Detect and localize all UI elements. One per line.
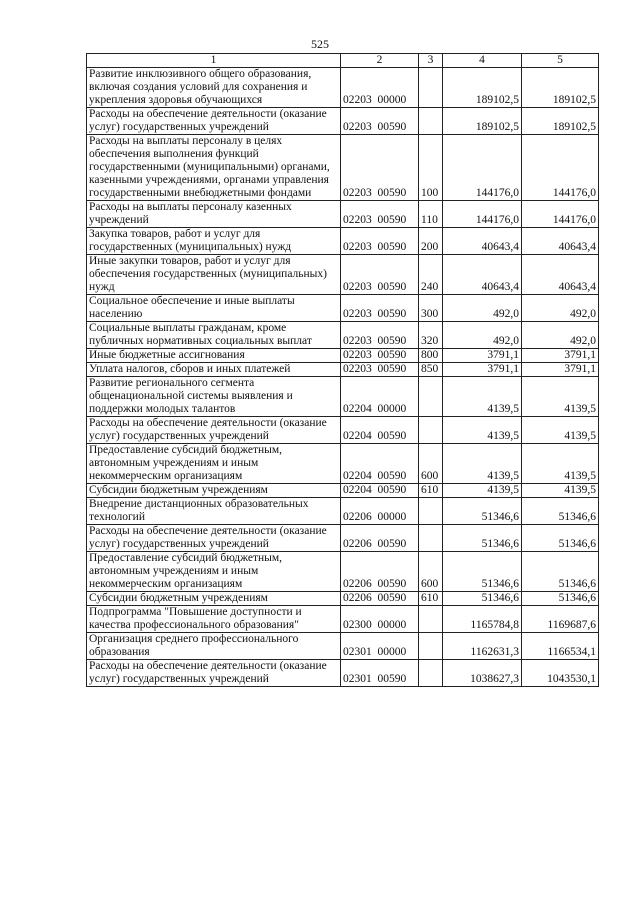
row-expense-type-cell: 600 [419, 552, 443, 592]
row-name-cell: Иные бюджетные ассигнования [87, 349, 341, 363]
row-name-cell: Подпрограмма "Повышение доступности и качества профессионального образования" [87, 606, 341, 633]
row-expense-type-cell: 240 [419, 255, 443, 295]
header-col-2: 2 [341, 54, 419, 68]
row-name-cell: Расходы на обеспечение деятельности (оказание услуг) государственных учреждений [87, 417, 341, 444]
row-value-col5-cell: 1166534,1 [522, 633, 599, 660]
row-name-cell: Уплата налогов, сборов и иных платежей [87, 363, 341, 377]
table-row [87, 322, 599, 349]
row-value-col5-cell: 4139,5 [522, 444, 599, 484]
row-name-cell: Развитие инклюзивного общего образования, включая создания условий для сохранения и укрепления здоровья обучающихся [87, 68, 341, 108]
row-value-col4-cell: 40643,4 [443, 255, 522, 295]
row-expense-type-cell: 610 [419, 592, 443, 606]
row-expense-type-cell [419, 377, 443, 417]
row-code-cell: 02203 00590 [341, 255, 419, 295]
table-row [87, 444, 599, 484]
row-code-cell: 02206 00590 [341, 525, 419, 552]
table-row [87, 108, 599, 135]
row-value-col5-cell: 51346,6 [522, 525, 599, 552]
row-value-col4-cell: 3791,1 [443, 363, 522, 377]
row-value-col4-cell: 144176,0 [443, 135, 522, 201]
table-row [87, 606, 599, 633]
row-expense-type-cell [419, 606, 443, 633]
row-code-cell: 02301 00590 [341, 660, 419, 687]
row-expense-type-cell: 850 [419, 363, 443, 377]
table-row [87, 377, 599, 417]
budget-table [86, 53, 599, 687]
row-expense-type-cell: 320 [419, 322, 443, 349]
row-value-col5-cell: 1169687,6 [522, 606, 599, 633]
row-name-cell: Внедрение дистанционных образовательных технологий [87, 498, 341, 525]
row-value-col5-cell: 51346,6 [522, 592, 599, 606]
row-code-cell: 02204 00590 [341, 484, 419, 498]
row-name-cell: Социальные выплаты гражданам, кроме публичных нормативных социальных выплат [87, 322, 341, 349]
row-value-col5-cell: 40643,4 [522, 228, 599, 255]
row-value-col4-cell: 4139,5 [443, 417, 522, 444]
row-value-col4-cell: 1165784,8 [443, 606, 522, 633]
row-name-cell: Расходы на выплаты персоналу казенных учреждений [87, 201, 341, 228]
row-expense-type-cell: 610 [419, 484, 443, 498]
row-value-col5-cell: 1043530,1 [522, 660, 599, 687]
row-name-cell: Предоставление субсидий бюджетным, автономным учреждениям и иным некоммерческим организациям [87, 444, 341, 484]
row-name-cell: Расходы на обеспечение деятельности (оказание услуг) государственных учреждений [87, 525, 341, 552]
table-row [87, 633, 599, 660]
row-value-col4-cell: 51346,6 [443, 498, 522, 525]
row-code-cell: 02203 00590 [341, 228, 419, 255]
row-name-cell: Расходы на обеспечение деятельности (оказание услуг) государственных учреждений [87, 660, 341, 687]
row-expense-type-cell: 800 [419, 349, 443, 363]
row-value-col5-cell: 4139,5 [522, 377, 599, 417]
row-name-cell: Развитие регионального сегмента общенациональной системы выявления и поддержки молодых талантов [87, 377, 341, 417]
row-code-cell: 02203 00590 [341, 295, 419, 322]
row-value-col4-cell: 4139,5 [443, 444, 522, 484]
table-row [87, 484, 599, 498]
row-value-col5-cell: 189102,5 [522, 68, 599, 108]
row-code-cell: 02203 00590 [341, 201, 419, 228]
row-code-cell: 02203 00590 [341, 322, 419, 349]
header-col-3: 3 [419, 54, 443, 68]
row-name-cell: Организация среднего профессионального образования [87, 633, 341, 660]
row-expense-type-cell: 110 [419, 201, 443, 228]
row-expense-type-cell [419, 660, 443, 687]
row-value-col4-cell: 492,0 [443, 295, 522, 322]
row-code-cell: 02203 00590 [341, 108, 419, 135]
row-value-col4-cell: 1162631,3 [443, 633, 522, 660]
row-value-col5-cell: 189102,5 [522, 108, 599, 135]
row-expense-type-cell [419, 108, 443, 135]
row-code-cell: 02203 00590 [341, 135, 419, 201]
row-code-cell: 02204 00000 [341, 377, 419, 417]
row-expense-type-cell [419, 68, 443, 108]
row-value-col4-cell: 4139,5 [443, 377, 522, 417]
table-row [87, 228, 599, 255]
table-row [87, 363, 599, 377]
row-expense-type-cell [419, 417, 443, 444]
row-value-col5-cell: 4139,5 [522, 417, 599, 444]
row-code-cell: 02301 00000 [341, 633, 419, 660]
row-expense-type-cell: 300 [419, 295, 443, 322]
row-value-col5-cell: 51346,6 [522, 552, 599, 592]
row-expense-type-cell: 200 [419, 228, 443, 255]
table-row [87, 417, 599, 444]
row-name-cell: Расходы на обеспечение деятельности (оказание услуг) государственных учреждений [87, 108, 341, 135]
row-code-cell: 02203 00590 [341, 363, 419, 377]
header-col-1: 1 [87, 54, 341, 68]
row-code-cell: 02203 00000 [341, 68, 419, 108]
row-code-cell: 02300 00000 [341, 606, 419, 633]
header-col-4: 4 [443, 54, 522, 68]
row-value-col4-cell: 51346,6 [443, 552, 522, 592]
row-name-cell: Расходы на выплаты персоналу в целях обеспечения выполнения функций государственными (муниципальными) органами, казенными учреждениями, органами управления государственными внебюджетными фондами [87, 135, 341, 201]
header-col-5: 5 [522, 54, 599, 68]
row-value-col4-cell: 492,0 [443, 322, 522, 349]
table-row [87, 660, 599, 687]
table-row [87, 135, 599, 201]
row-value-col5-cell: 3791,1 [522, 363, 599, 377]
row-value-col5-cell: 492,0 [522, 295, 599, 322]
row-expense-type-cell [419, 633, 443, 660]
page-number: 525 [311, 37, 329, 51]
row-value-col5-cell: 4139,5 [522, 484, 599, 498]
row-code-cell: 02206 00590 [341, 552, 419, 592]
row-value-col4-cell: 3791,1 [443, 349, 522, 363]
row-value-col4-cell: 1038627,3 [443, 660, 522, 687]
table-row [87, 525, 599, 552]
row-value-col4-cell: 51346,6 [443, 525, 522, 552]
row-code-cell: 02203 00590 [341, 349, 419, 363]
table-row [87, 68, 599, 108]
row-expense-type-cell: 100 [419, 135, 443, 201]
table-row [87, 592, 599, 606]
row-value-col4-cell: 4139,5 [443, 484, 522, 498]
row-value-col4-cell: 189102,5 [443, 68, 522, 108]
row-name-cell: Предоставление субсидий бюджетным, автономным учреждениям и иным некоммерческим организациям [87, 552, 341, 592]
table-row [87, 498, 599, 525]
row-expense-type-cell [419, 525, 443, 552]
table-row [87, 255, 599, 295]
row-name-cell: Закупка товаров, работ и услуг для государственных (муниципальных) нужд [87, 228, 341, 255]
row-value-col5-cell: 3791,1 [522, 349, 599, 363]
table-row [87, 295, 599, 322]
table-body [87, 68, 599, 687]
row-name-cell: Иные закупки товаров, работ и услуг для обеспечения государственных (муниципальных) нужд [87, 255, 341, 295]
row-value-col4-cell: 40643,4 [443, 228, 522, 255]
row-value-col5-cell: 144176,0 [522, 135, 599, 201]
table-row [87, 552, 599, 592]
row-name-cell: Субсидии бюджетным учреждениям [87, 592, 341, 606]
row-code-cell: 02206 00590 [341, 592, 419, 606]
table-row [87, 201, 599, 228]
row-value-col4-cell: 189102,5 [443, 108, 522, 135]
row-value-col5-cell: 492,0 [522, 322, 599, 349]
row-expense-type-cell [419, 498, 443, 525]
row-code-cell: 02204 00590 [341, 417, 419, 444]
row-value-col4-cell: 51346,6 [443, 592, 522, 606]
row-expense-type-cell: 600 [419, 444, 443, 484]
row-value-col5-cell: 51346,6 [522, 498, 599, 525]
row-value-col5-cell: 144176,0 [522, 201, 599, 228]
table-row [87, 349, 599, 363]
row-code-cell: 02206 00000 [341, 498, 419, 525]
row-name-cell: Субсидии бюджетным учреждениям [87, 484, 341, 498]
row-name-cell: Социальное обеспечение и иные выплаты населению [87, 295, 341, 322]
row-code-cell: 02204 00590 [341, 444, 419, 484]
header-row [87, 54, 599, 68]
row-value-col4-cell: 144176,0 [443, 201, 522, 228]
row-value-col5-cell: 40643,4 [522, 255, 599, 295]
